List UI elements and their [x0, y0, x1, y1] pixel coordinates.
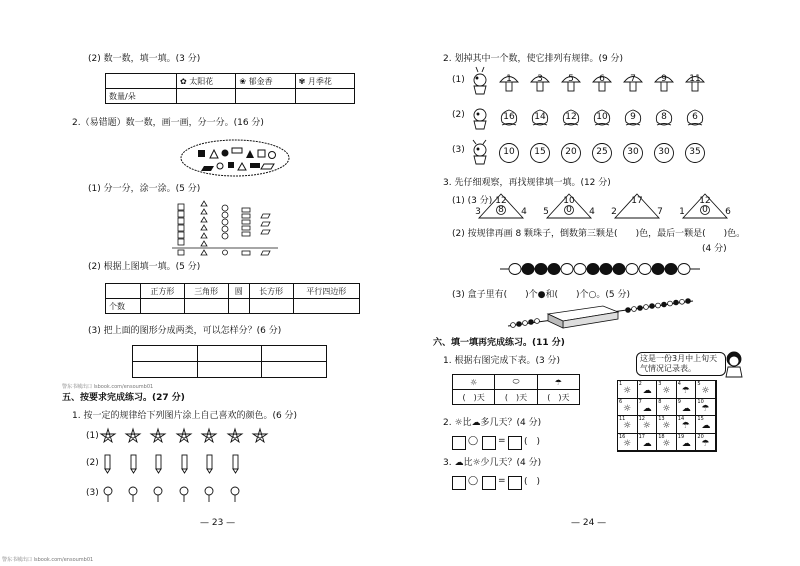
classification-table	[132, 345, 327, 378]
mushroom-number[interactable]	[622, 72, 644, 94]
row-label: (3)	[86, 488, 99, 498]
circle-operator: ◯	[468, 436, 479, 446]
left-q2-3-heading: (3) 把上面的图形分成两类，可以怎样分？(6 分)	[88, 326, 282, 336]
shape-oval-illustration	[180, 138, 290, 178]
day-number: 2	[638, 381, 642, 387]
calendar-day	[677, 399, 697, 417]
number-label: 10	[596, 112, 608, 122]
answer-cell[interactable]	[236, 89, 295, 104]
weather-icon: ☂	[681, 421, 690, 431]
number-label: 25	[596, 147, 608, 157]
page-number-left: — 23 —	[200, 518, 236, 528]
triangle-right: 7	[657, 207, 663, 217]
number-label: 30	[658, 147, 670, 157]
number-label: 15	[534, 147, 546, 157]
answer-box[interactable]	[482, 436, 496, 450]
animal-illustrations	[468, 70, 492, 170]
triangle-left: 3	[475, 207, 481, 217]
weather-icon: ☼	[623, 438, 632, 449]
answer-cell[interactable]	[141, 299, 185, 314]
peach-number[interactable]	[560, 107, 582, 129]
day-number: 19	[677, 433, 685, 440]
circle-number[interactable]	[653, 142, 675, 164]
peach-number[interactable]	[622, 107, 644, 129]
sun-icon: ☼	[453, 375, 495, 390]
number-triangle[interactable]	[475, 193, 527, 219]
circle-number[interactable]	[560, 142, 582, 164]
number-label: 14	[534, 112, 546, 122]
day-number: 5	[697, 381, 701, 387]
triangle-top: 12	[699, 196, 711, 206]
day-number: 13	[658, 416, 665, 422]
calendar-day	[677, 381, 697, 399]
section5-heading: 五、按要求完成练习。(27 分)	[62, 393, 185, 403]
answer-cell[interactable]	[262, 346, 327, 362]
day-number: 15	[697, 416, 704, 422]
section6-heading: 六、填一填再完成练习。(11 分)	[433, 338, 565, 348]
calendar-day	[638, 434, 658, 452]
calendar-day	[677, 416, 697, 434]
answer-cell[interactable]: ( )天	[537, 390, 579, 405]
calendar-day	[618, 399, 638, 417]
answer-cell[interactable]	[197, 362, 262, 378]
flower-header-2: ❀ 郁金香	[236, 74, 295, 89]
day-number: 18	[658, 433, 665, 440]
triangle-center: 0	[566, 205, 572, 215]
day-number: 12	[638, 416, 645, 422]
row-label: (3)	[452, 145, 465, 155]
day-number: 10	[697, 398, 704, 405]
calendar-day	[696, 416, 716, 434]
weather-count-table	[452, 374, 580, 405]
right-q3-1-heading: (1) (3 分)	[452, 196, 493, 206]
answer-cell[interactable]	[228, 299, 249, 314]
right-q6-2-heading: 2. ☼比☁多几天？(4 分)	[443, 418, 542, 428]
calendar-day	[657, 434, 677, 452]
weather-icon: ☂	[701, 438, 710, 449]
number-label: 10	[503, 147, 515, 157]
shape-header: 圆	[228, 284, 249, 299]
answer-cell[interactable]	[197, 346, 262, 362]
calendar-day	[696, 399, 716, 417]
rain-icon: ☂	[537, 375, 579, 390]
equals-sign: =	[498, 436, 506, 446]
circle-number[interactable]	[622, 142, 644, 164]
flower-icon	[101, 429, 115, 442]
answer-paren: ( )	[524, 477, 541, 487]
calendar-day	[618, 434, 638, 452]
left-q2-heading: 2.（易错题）数一数，画一画，分一分。(16 分)	[72, 118, 264, 128]
calendar-day	[618, 381, 638, 399]
circle-number[interactable]	[591, 142, 613, 164]
left-q5-1-heading: 1. 按一定的规律给下列图片涂上自己喜欢的颜色。(6 分)	[72, 411, 298, 421]
circle-number[interactable]	[498, 142, 520, 164]
peach-number[interactable]	[591, 107, 613, 129]
right-q6-3-heading: 3. ☁比☼少几天？(4 分)	[443, 458, 542, 468]
peach-number[interactable]	[653, 107, 675, 129]
answer-box[interactable]	[508, 476, 522, 490]
rose-icon: ✾	[298, 76, 306, 86]
number-label: 5	[568, 74, 574, 84]
flower-header-1: ✿ 太阳花	[177, 74, 236, 89]
answer-cell[interactable]	[293, 299, 359, 314]
girl-illustration	[723, 350, 745, 378]
score-label: (4 分)	[702, 244, 727, 254]
flower-icon: ✿	[180, 76, 187, 86]
left-q2-2b-heading: (2) 根据上图填一填。(5 分)	[88, 262, 201, 272]
speech-bubble: 这是一份3月中上旬天气情况记录表。	[636, 352, 726, 376]
answer-cell[interactable]	[295, 89, 354, 104]
peach-number[interactable]	[684, 107, 706, 129]
number-label: 3	[537, 74, 543, 84]
answer-cell[interactable]	[177, 89, 236, 104]
flower-table	[105, 73, 355, 104]
shape-header: 三角形	[184, 284, 228, 299]
answer-box[interactable]	[482, 476, 496, 490]
weather-icon: ☁	[642, 403, 652, 414]
number-label: 6	[692, 112, 698, 122]
triangle-left: 2	[611, 207, 617, 217]
number-label: 1	[506, 74, 512, 84]
peach-number[interactable]	[498, 107, 520, 129]
weather-icon: ☼	[662, 421, 671, 431]
day-number: 8	[658, 398, 662, 405]
day-number: 11	[619, 416, 626, 422]
weather-icon: ☁	[642, 438, 652, 449]
shape-header: 平行四边形	[293, 284, 359, 299]
calendar-day	[638, 381, 658, 399]
weather-icon: ☼	[662, 438, 671, 449]
number-label: 9	[661, 74, 667, 84]
calendar-day	[657, 416, 677, 434]
day-number: 9	[677, 398, 681, 405]
circle-number[interactable]	[529, 142, 551, 164]
weather-icon: ☼	[662, 386, 671, 396]
row-label: (2)	[452, 110, 465, 120]
right-q3-heading: 3. 先仔细观察，再找规律填一填。(12 分)	[443, 178, 611, 188]
day-number: 1	[619, 381, 623, 387]
triangle-center: 0	[702, 205, 708, 215]
flower-header-3: ✾ 月季花	[295, 74, 354, 89]
right-q3-2-heading: (2) 按规律再画 8 颗珠子，倒数第三颗是( )色，最后一颗是( )色。	[452, 229, 746, 239]
shape-count-table	[105, 283, 360, 314]
number-label: 35	[689, 147, 701, 157]
flower-row-label: 数量/朵	[106, 89, 177, 104]
right-q2-heading: 2. 划掉其中一个数，使它排列有规律。(9 分)	[443, 54, 624, 64]
page-number-right: — 24 —	[571, 518, 607, 528]
day-number: 17	[638, 433, 645, 440]
day-number: 3	[658, 381, 662, 387]
calendar-day	[618, 416, 638, 434]
cloud-icon: ⬭	[495, 375, 537, 390]
day-number: 14	[677, 416, 685, 422]
day-number: 4	[677, 381, 681, 387]
number-triangle[interactable]	[679, 193, 731, 219]
mushroom-number[interactable]	[591, 72, 613, 94]
weather-icon: ☁	[701, 421, 711, 431]
shape-row-label: 个数	[106, 299, 141, 314]
weather-icon: ☁	[681, 403, 691, 414]
answer-paren: ( )	[524, 437, 541, 447]
mushroom-number[interactable]	[529, 72, 551, 94]
weather-icon: ☼	[623, 403, 632, 414]
triangle-top: 17	[631, 196, 643, 206]
watermark: 警东书城出口 lsbook.com/ensoumb01	[62, 384, 154, 390]
triangle-top: 12	[495, 196, 507, 206]
calendar-day	[696, 434, 716, 452]
triangle-top: 10	[563, 196, 575, 206]
mushroom-number[interactable]	[684, 72, 706, 94]
answer-cell[interactable]	[133, 346, 198, 362]
number-label: 7	[630, 74, 636, 84]
number-triangle[interactable]	[611, 193, 663, 219]
triangle-right: 4	[589, 207, 595, 217]
weather-icon: ☼	[642, 421, 651, 431]
answer-cell[interactable]: ( )天	[453, 390, 495, 405]
shape-header: 长方形	[249, 284, 293, 299]
weather-icon: ☼	[701, 386, 710, 396]
number-triangle[interactable]	[543, 193, 595, 219]
triangle-right: 4	[521, 207, 527, 217]
circle-number[interactable]	[684, 142, 706, 164]
answer-cell[interactable]	[133, 362, 198, 378]
weather-icon: ☁	[642, 386, 652, 396]
number-label: 9	[630, 112, 636, 122]
calendar-day	[657, 381, 677, 399]
day-number: 16	[619, 433, 626, 440]
left-q2-1-heading: (1) 分一分，涂一涂。(5 分)	[88, 184, 201, 194]
weather-icon: ☂	[701, 403, 710, 414]
peach-number[interactable]	[529, 107, 551, 129]
right-q3-3-heading: (3) 盒子里有( )个●和( )个○。(5 分)	[452, 290, 630, 300]
bead-box-illustration	[508, 296, 703, 332]
answer-cell[interactable]	[262, 362, 327, 378]
mushroom-number[interactable]	[498, 72, 520, 94]
triangle-left: 1	[679, 207, 685, 217]
row-label: (2)	[86, 458, 99, 468]
coloring-pattern-rows[interactable]	[100, 426, 280, 506]
weather-calendar	[617, 380, 717, 452]
answer-box[interactable]	[508, 436, 522, 450]
number-label: 12	[565, 112, 577, 122]
right-q6-1-heading: 1. 根据右图完成下表。(3 分)	[443, 356, 561, 366]
number-label: 6	[599, 74, 605, 84]
answer-box[interactable]	[452, 436, 466, 450]
row-label: (1)	[452, 75, 465, 85]
number-label: 11	[689, 74, 701, 84]
number-label: 30	[627, 147, 639, 157]
weather-icon: ☼	[623, 421, 632, 431]
row-label: (1)	[86, 431, 99, 441]
circle-operator: ◯	[468, 476, 479, 486]
triangle-right: 6	[725, 207, 731, 217]
calendar-day	[638, 416, 658, 434]
coloring-columns[interactable]	[170, 198, 280, 256]
bead-string[interactable]	[500, 260, 700, 280]
day-number: 6	[619, 398, 623, 405]
weather-icon: ☼	[623, 386, 632, 396]
day-number: 7	[638, 398, 642, 405]
number-label: 16	[503, 112, 515, 122]
equals-sign: =	[498, 476, 506, 486]
calendar-day	[638, 399, 658, 417]
triangle-center: 8	[498, 205, 504, 215]
weather-icon: ☼	[662, 403, 671, 414]
number-label: 8	[661, 112, 667, 122]
watermark: 警东书城出口 lsbook.com/ensoumb01	[2, 557, 94, 563]
weather-icon: ☁	[681, 438, 691, 449]
answer-box[interactable]	[452, 476, 466, 490]
answer-cell[interactable]: ( )天	[495, 390, 537, 405]
triangle-left: 5	[543, 207, 549, 217]
tulip-icon: ❀	[239, 76, 247, 86]
weather-icon: ☂	[681, 386, 690, 396]
left-q2-2-heading: (2) 数一数，填一填。(3 分)	[88, 54, 201, 64]
mushroom-number[interactable]	[560, 72, 582, 94]
answer-cell[interactable]	[249, 299, 293, 314]
mushroom-number[interactable]	[653, 72, 675, 94]
number-label: 20	[565, 147, 577, 157]
day-number: 20	[697, 433, 704, 440]
answer-cell[interactable]	[184, 299, 228, 314]
calendar-day	[657, 399, 677, 417]
calendar-day	[696, 381, 716, 399]
shape-header: 正方形	[141, 284, 185, 299]
calendar-day	[677, 434, 697, 452]
